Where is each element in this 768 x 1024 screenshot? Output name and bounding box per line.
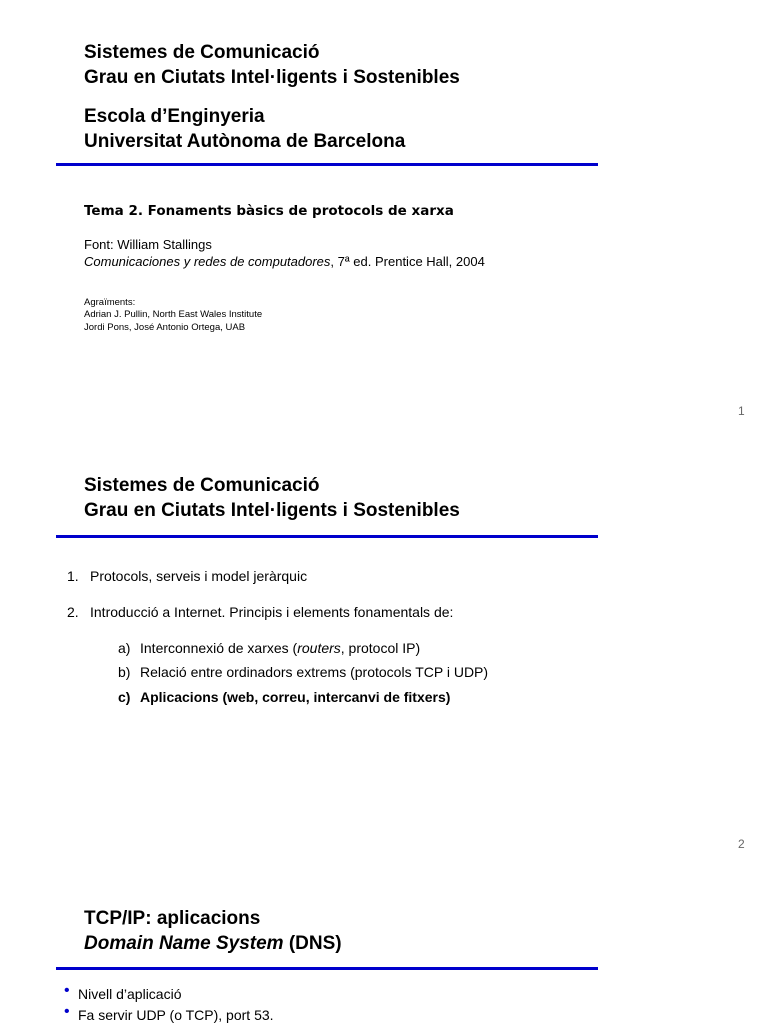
slide1-ack-label: Agraïments: xyxy=(84,297,136,308)
slide2-subitem-b-letter: b) xyxy=(118,664,131,680)
slide1-topic: Tema 2. Fonaments bàsics de protocols de xarxa xyxy=(84,203,454,219)
slide1-page-number: 1 xyxy=(738,404,745,418)
slide2-subitem-a-italic: routers xyxy=(297,640,341,656)
slide2-subitem-b-text: Relació entre ordinadors extrems (protocols TCP i UDP) xyxy=(140,664,489,680)
slide2-item-2-number: 2. xyxy=(67,604,79,620)
slide2-item-1 xyxy=(67,567,308,585)
slide2-subitem-b xyxy=(118,663,489,681)
slide2-subitem-a-pre: Interconnexió de xarxes ( xyxy=(140,640,298,656)
slide3-bullet-2 xyxy=(64,1003,274,1024)
slide2-subitem-c-text: Aplicacions (web, correu, intercanvi de fitxers) xyxy=(140,689,451,705)
slide3-bullet-1-text: Nivell d’aplicació xyxy=(78,986,182,1002)
slide2-item-2 xyxy=(67,603,454,621)
slide2-divider xyxy=(56,535,598,538)
slide1-school-line2: Universitat Autònoma de Barcelona xyxy=(84,131,406,152)
slide2-subitem-a-post: , protocol IP) xyxy=(340,640,421,656)
slide3-divider xyxy=(56,967,598,970)
slide3-bullet-2-text: Fa servir UDP (o TCP), port 53. xyxy=(78,1007,274,1023)
slide2-item-1-number: 1. xyxy=(67,568,79,584)
slide1-ack-line2: Jordi Pons, José Antonio Ortega, UAB xyxy=(84,322,246,333)
slide2-title-line2: Grau en Ciutats Intel·ligents i Sostenibles xyxy=(84,500,460,521)
slide1-book-line xyxy=(84,253,485,270)
slide1-school-line1: Escola d’Enginyeria xyxy=(84,106,265,127)
bullet-dot-icon: • xyxy=(64,1003,70,1020)
slide2-subitem-c-letter: c) xyxy=(118,689,131,705)
slide2-subitem-a-letter: a) xyxy=(118,640,131,656)
slide1-title-line2: Grau en Ciutats Intel·ligents i Sostenibles xyxy=(84,67,460,88)
slide1-divider xyxy=(56,163,598,166)
slide3-title-rest: (DNS) xyxy=(283,933,342,954)
slide2-title-line1: Sistemes de Comunicació xyxy=(84,475,320,496)
slide1-book-rest: , 7ª ed. Prentice Hall, 2004 xyxy=(330,254,485,269)
slide3-title-line1: TCP/IP: aplicacions xyxy=(84,908,261,929)
slide1-font-line: Font: William Stallings xyxy=(84,237,212,252)
slide1-title-line1: Sistemes de Comunicació xyxy=(84,42,320,63)
slide2-item-1-text: Protocols, serveis i model jeràrquic xyxy=(90,568,308,584)
slide2-page-number: 2 xyxy=(738,837,745,851)
slide2-subitem-a xyxy=(118,639,421,657)
slide3-title-line2 xyxy=(84,931,342,956)
slide3-bullet-1 xyxy=(64,982,182,1003)
slide2-subitem-c xyxy=(118,688,451,706)
slide1-book-title: Comunicaciones y redes de computadores xyxy=(84,254,331,269)
slide2-subitem-a-text xyxy=(140,639,420,657)
slide1-ack-line1: Adrian J. Pullin, North East Wales Institute xyxy=(84,309,263,320)
bullet-dot-icon: • xyxy=(64,982,70,999)
slide2-item-2-text: Introducció a Internet. Principis i elements fonamentals de: xyxy=(90,604,454,620)
slide3-title-italic: Domain Name System xyxy=(84,933,284,954)
